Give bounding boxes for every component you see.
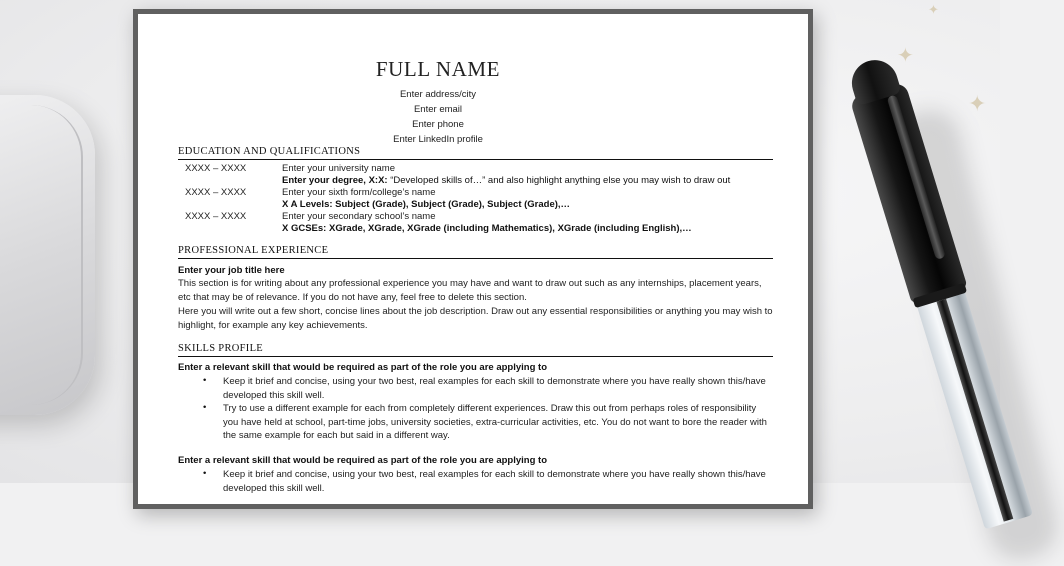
experience-paragraph: Here you will write out a few short, concise lines about the job description. Draw out any essential responsibilities or anything you may wish to highlight, for example any key achievements.: [178, 306, 773, 331]
section-heading-education: EDUCATION AND QUALIFICATIONS: [178, 146, 773, 160]
sparkle-icon: ✦: [928, 3, 939, 18]
education-dates: XXXX – XXXX: [185, 187, 247, 198]
job-title: Enter your job title here: [178, 265, 285, 276]
experience-paragraph: This section is for writing about any professional experience you may have and want to draw out such as any internships, placement years, etc that may be of relevance. If you do not have any, feel free to delete this section.: [178, 278, 762, 303]
resume-paper: [133, 9, 813, 509]
contact-email: Enter email: [413, 104, 463, 115]
education-detail: [282, 175, 730, 186]
section-heading-skills: SKILLS PROFILE: [178, 343, 773, 357]
skill-bullet: Keep it brief and concise, using your two best, real examples for each skill to demonstrate where you have really shown this/have developed this skill well.: [223, 469, 766, 494]
education-degree-note: “Developed skills of…” and also highlight anything else you may wish to draw out: [387, 175, 731, 186]
education-detail: X A Levels: Subject (Grade), Subject (Grade), Subject (Grade),…: [282, 199, 571, 210]
sparkle-icon: ✦: [968, 92, 987, 117]
contact-address: Enter address/city: [399, 89, 477, 100]
bullet-icon: •: [203, 375, 207, 386]
education-detail: X GCSEs: XGrade, XGrade, XGrade (including Mathematics), XGrade (including English),…: [282, 223, 692, 234]
skill-bullet: Try to use a different example for each from completely different experiences. Draw this out from perhaps roles of responsibility you have held at school, part-time jobs, university societies, extra-curricular activities, etc. You do not want to bore the reader with the same example for each but said in a different way.: [223, 403, 767, 442]
sparkle-icon: ✦: [897, 43, 914, 67]
resume-full-name: FULL NAME: [375, 57, 501, 81]
laptop-edge: [0, 105, 83, 405]
skill-title: Enter a relevant skill that would be required as part of the role you are applying to: [178, 455, 547, 466]
section-heading-experience: PROFESSIONAL EXPERIENCE: [178, 245, 773, 259]
bullet-icon: •: [203, 402, 207, 413]
education-institution: Enter your sixth form/college’s name: [282, 187, 436, 198]
education-dates: XXXX – XXXX: [185, 163, 247, 174]
education-institution: Enter your university name: [282, 163, 395, 174]
education-dates: XXXX – XXXX: [185, 211, 247, 222]
contact-linkedin: Enter LinkedIn profile: [393, 134, 483, 145]
bullet-icon: •: [203, 468, 207, 479]
skill-bullet: Keep it brief and concise, using your two best, real examples for each skill to demonstrate where you have really shown this/have developed this skill well.: [223, 376, 766, 401]
contact-phone: Enter phone: [412, 119, 464, 130]
skill-title: Enter a relevant skill that would be required as part of the role you are applying to: [178, 362, 547, 373]
education-institution: Enter your secondary school’s name: [282, 211, 436, 222]
education-degree: Enter your degree, X:X:: [282, 175, 388, 186]
